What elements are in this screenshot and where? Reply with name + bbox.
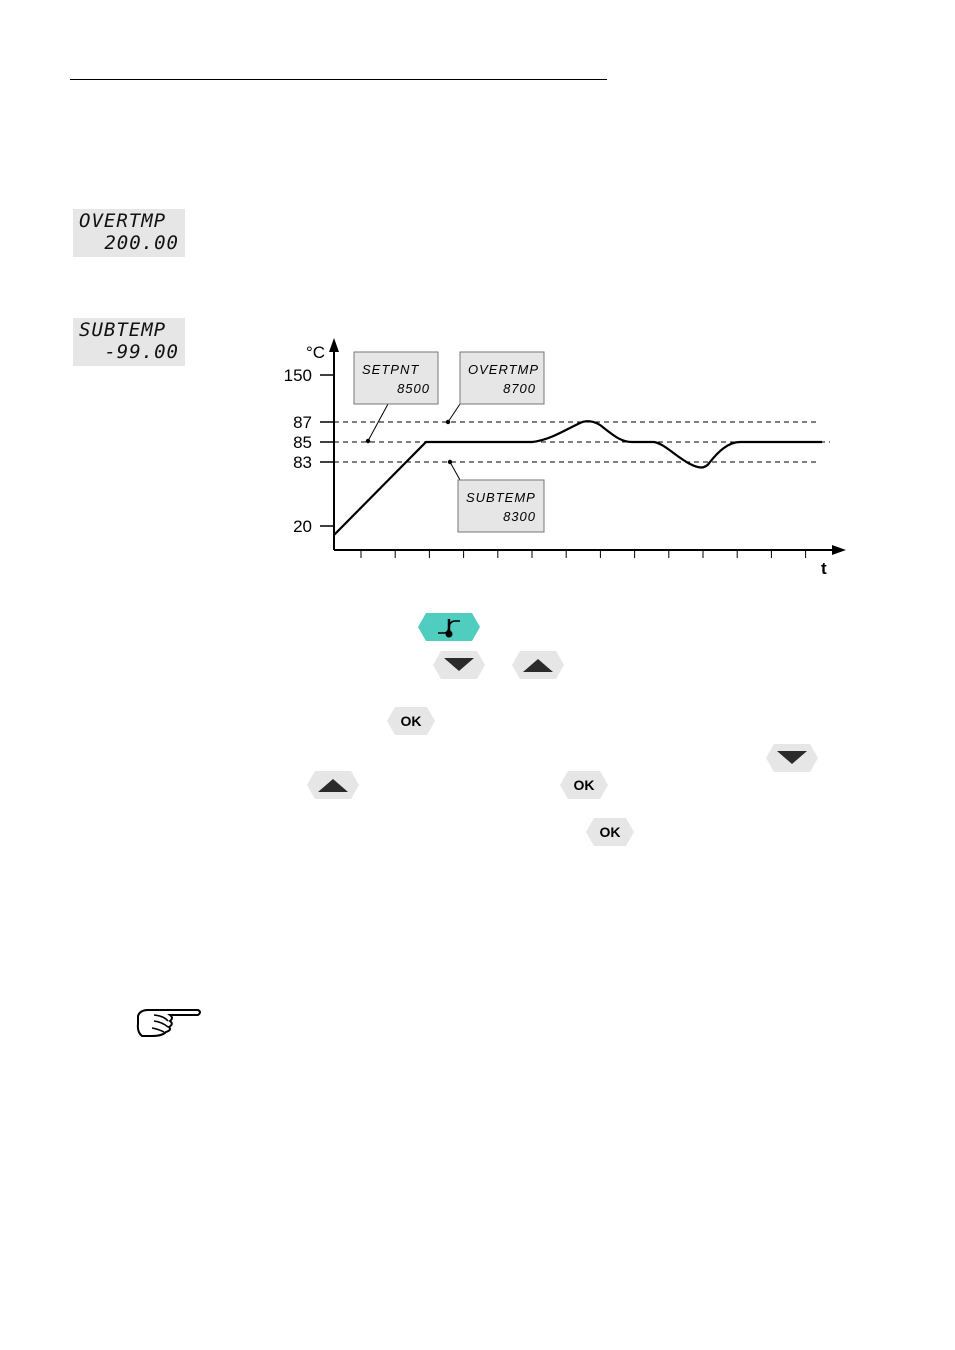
y-tick-label: 87: [293, 413, 312, 432]
lcd-overtemp-line1: OVERTMP: [79, 210, 167, 232]
up-arrow-key[interactable]: [307, 771, 359, 799]
callout-dot: [446, 420, 450, 424]
ok-key-label: OK: [599, 824, 621, 840]
callout-box: [460, 352, 544, 404]
callout-dot: [448, 460, 452, 464]
x-axis-arrow: [832, 545, 846, 555]
callout-line2: 8300: [503, 509, 536, 524]
pointing-hand-icon: [134, 1004, 206, 1040]
callout-line1: OVERTMP: [468, 362, 540, 377]
x-axis-label: t: [821, 559, 827, 578]
callout-leader: [448, 404, 460, 422]
down-arrow-key[interactable]: [766, 744, 818, 772]
y-tick-label: 150: [283, 366, 312, 385]
callout-line2: 8500: [397, 381, 430, 396]
callout-line1: SUBTEMP: [466, 490, 536, 505]
temperature-curve: [334, 421, 822, 535]
y-axis-label: °C: [306, 343, 326, 362]
temperature-limit-key[interactable]: [418, 613, 480, 641]
y-tick-label: 20: [293, 517, 312, 536]
header-rule: [70, 79, 607, 80]
ok-key[interactable]: [387, 707, 435, 735]
y-axis-arrow: [329, 338, 339, 352]
callout-line2: 8700: [503, 381, 536, 396]
lcd-overtemp-line2: 200.00: [104, 232, 179, 254]
lcd-subtemp-line2: -99.00: [104, 341, 179, 363]
y-tick-label: 85: [293, 433, 312, 452]
lcd-overtemp-display: [73, 209, 185, 257]
callout-box: [354, 352, 438, 404]
lcd-subtemp-line1: SUBTEMP: [79, 319, 167, 341]
callout-dot: [366, 439, 370, 443]
callout-leader: [450, 462, 460, 480]
up-arrow-key[interactable]: [512, 651, 564, 679]
ok-key[interactable]: [586, 818, 634, 846]
down-arrow-key[interactable]: [433, 651, 485, 679]
callout-line1: SETPNT: [362, 362, 420, 377]
lcd-subtemp-display: [73, 318, 185, 366]
callout-box: [458, 480, 544, 532]
temperature-chart: [270, 330, 860, 590]
ok-key-label: OK: [400, 713, 422, 729]
ok-key[interactable]: [560, 771, 608, 799]
y-tick-label: 83: [293, 453, 312, 472]
ok-key-label: OK: [573, 777, 595, 793]
